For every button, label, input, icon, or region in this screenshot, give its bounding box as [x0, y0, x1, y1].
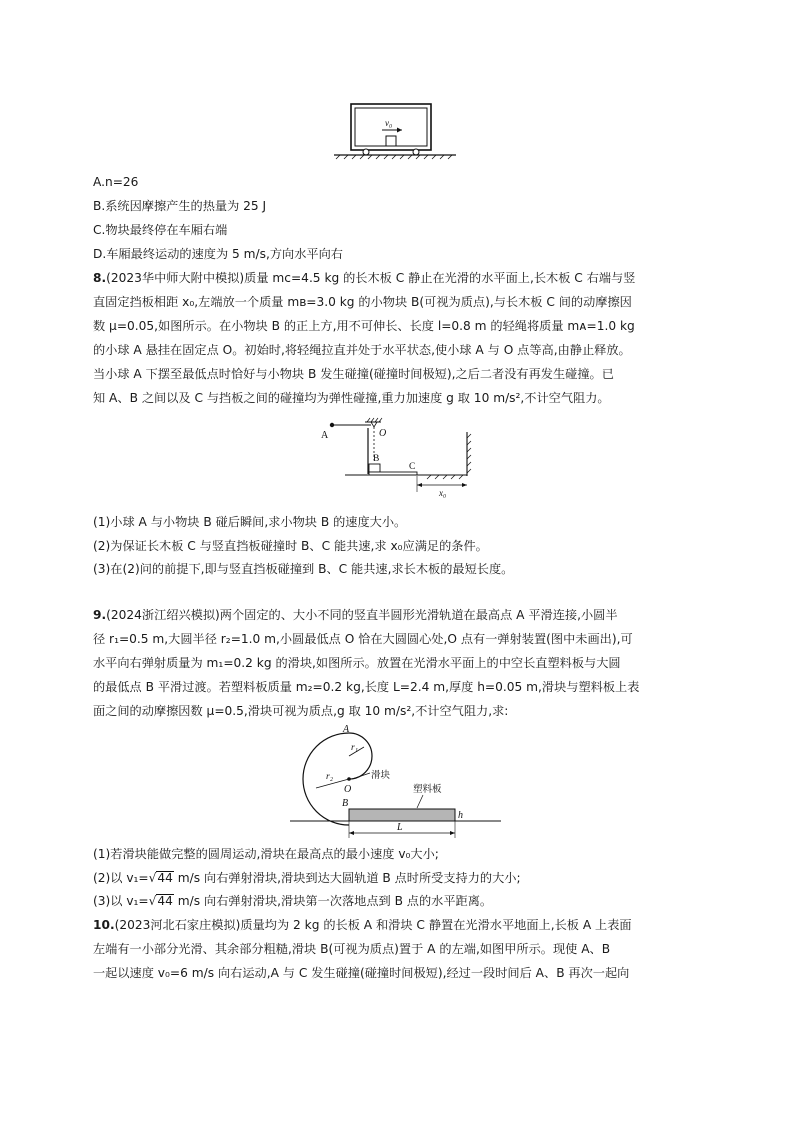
q10-number: 10.	[93, 918, 115, 932]
q9-sub-3: (3)以 v₁=√44 m/s 向右弹射滑块,滑块第一次落地点到 B 点的水平距离。	[93, 894, 493, 908]
q9-line-5: 面之间的动摩擦因数 μ=0.5,滑块可视为质点,g 取 10 m/s²,不计空气阻力,求:	[93, 704, 509, 718]
q9-sub-3-post: m/s 向右弹射滑块,滑块第一次落地点到 B 点的水平距离。	[173, 894, 493, 908]
option-c: C.物块最终停在车厢右端	[93, 223, 228, 237]
label-x0: x₀	[439, 488, 447, 498]
q9-number: 9.	[93, 608, 107, 622]
q8-number: 8.	[93, 271, 107, 285]
label-board: 塑料板	[413, 785, 442, 795]
option-a: A.n=26	[93, 175, 139, 189]
figure-car	[330, 100, 460, 162]
option-b: B.系统因摩擦产生的热量为 25 J	[93, 199, 267, 213]
figure-tracks	[290, 722, 502, 840]
q9-text-1: (2024浙江绍兴模拟)两个固定的、大小不同的竖直半圆形光滑轨道在最高点 A 平滑连接,小圆半	[106, 608, 618, 622]
label-C: C	[409, 462, 416, 472]
q8-sub-2: (2)为保证长木板 C 与竖直挡板碰撞时 B、C 能共速,求 x₀应满足的条件。	[93, 539, 488, 553]
figure-pendulum	[315, 414, 485, 502]
q8-line-3: 数 μ=0.05,如图所示。在小物块 B 的正上方,用不可伸长、长度 l=0.8 m 的轻绳将质量 mᴀ=1.0 kg	[93, 319, 635, 333]
q8-line-2: 直固定挡板相距 x₀,左端放一个质量 mʙ=3.0 kg 的小物块 B(可视为质点),与长木板 C 间的动摩擦因	[93, 295, 632, 309]
label-r2: r₂	[326, 772, 333, 782]
q8-line-6: 知 A、B 之间以及 C 与挡板之间的碰撞均为弹性碰撞,重力加速度 g 取 10 m/s²,不计空气阻力。	[93, 391, 610, 405]
q8-sub-1: (1)小球 A 与小物块 B 碰后瞬间,求小物块 B 的速度大小。	[93, 515, 407, 529]
label-slider: 滑块	[371, 771, 391, 781]
q9-sub-2: (2)以 v₁=√44 m/s 向右弹射滑块,滑块到达大圆轨道 B 点时所受支持力的大小;	[93, 871, 521, 885]
q10-line-2: 左端有一小部分光滑、其余部分粗糙,滑块 B(可视为质点)置于 A 的左端,如图甲所示。现使 A、B	[93, 942, 611, 956]
q9-sub-3-pre: (3)以 v₁=	[93, 894, 149, 908]
label-A2: A	[343, 724, 350, 735]
q9-sub-1: (1)若滑块能做完整的圆周运动,滑块在最高点的最小速度 v₀大小;	[93, 847, 439, 861]
label-L: L	[397, 822, 403, 833]
label-A: A	[321, 430, 329, 441]
q9-line-1	[93, 607, 618, 623]
q8-line-1	[93, 270, 635, 286]
option-d: D.车厢最终运动的速度为 5 m/s,方向水平向右	[93, 247, 343, 261]
label-O: O	[379, 428, 387, 439]
q10-line-3: 一起以速度 v₀=6 m/s 向右运动,A 与 C 发生碰撞(碰撞时间极短),经过一段时间后 A、B 再次一起向	[93, 966, 630, 980]
q9-line-2: 径 r₁=0.5 m,大圆半径 r₂=1.0 m,小圆最低点 O 恰在大圆圆心处,O 点有一弹射装置(图中未画出),可	[93, 632, 633, 646]
q8-line-4: 的小球 A 悬挂在固定点 O。初始时,将轻绳拉直并处于水平状态,使小球 A 与 O 点等高,由静止释放。	[93, 343, 631, 357]
q8-sub-3: (3)在(2)问的前提下,即与竖直挡板碰撞到 B、C 能共速,求长木板的最短长度。	[93, 562, 514, 576]
label-B: B	[373, 454, 380, 464]
q9-sub-3-radicand: 44	[157, 894, 173, 908]
q9-sub-2-radicand: 44	[157, 871, 173, 885]
q8-line-5: 当小球 A 下摆至最低点时恰好与小物块 B 发生碰撞(碰撞时间极短),之后二者没有再发生碰撞。已	[93, 367, 614, 381]
q10-text-1: (2023河北石家庄模拟)质量均为 2 kg 的长板 A 和滑块 C 静置在光滑水平地面上,长板 A 上表面	[114, 918, 632, 932]
q9-line-4: 的最低点 B 平滑过渡。若塑料板质量 m₂=0.2 kg,长度 L=2.4 m,厚度 h=0.05 m,滑块与塑料板上表	[93, 680, 640, 694]
q8-text-1: (2023华中师大附中模拟)质量 mᴄ=4.5 kg 的长木板 C 静止在光滑的水平面上,长木板 C 右端与竖	[106, 271, 636, 285]
v0-label: v₀	[385, 118, 393, 128]
label-O2: O	[344, 784, 352, 795]
q10-line-1	[93, 917, 632, 933]
label-h: h	[458, 810, 463, 821]
q9-sub-2-pre: (2)以 v₁=	[93, 871, 149, 885]
label-B2: B	[342, 798, 349, 809]
q9-sub-2-post: m/s 向右弹射滑块,滑块到达大圆轨道 B 点时所受支持力的大小;	[173, 871, 521, 885]
q9-line-3: 水平向右弹射质量为 m₁=0.2 kg 的滑块,如图所示。放置在光滑水平面上的中空长直塑料板与大圆	[93, 656, 621, 670]
label-r1: r₁	[351, 743, 358, 753]
